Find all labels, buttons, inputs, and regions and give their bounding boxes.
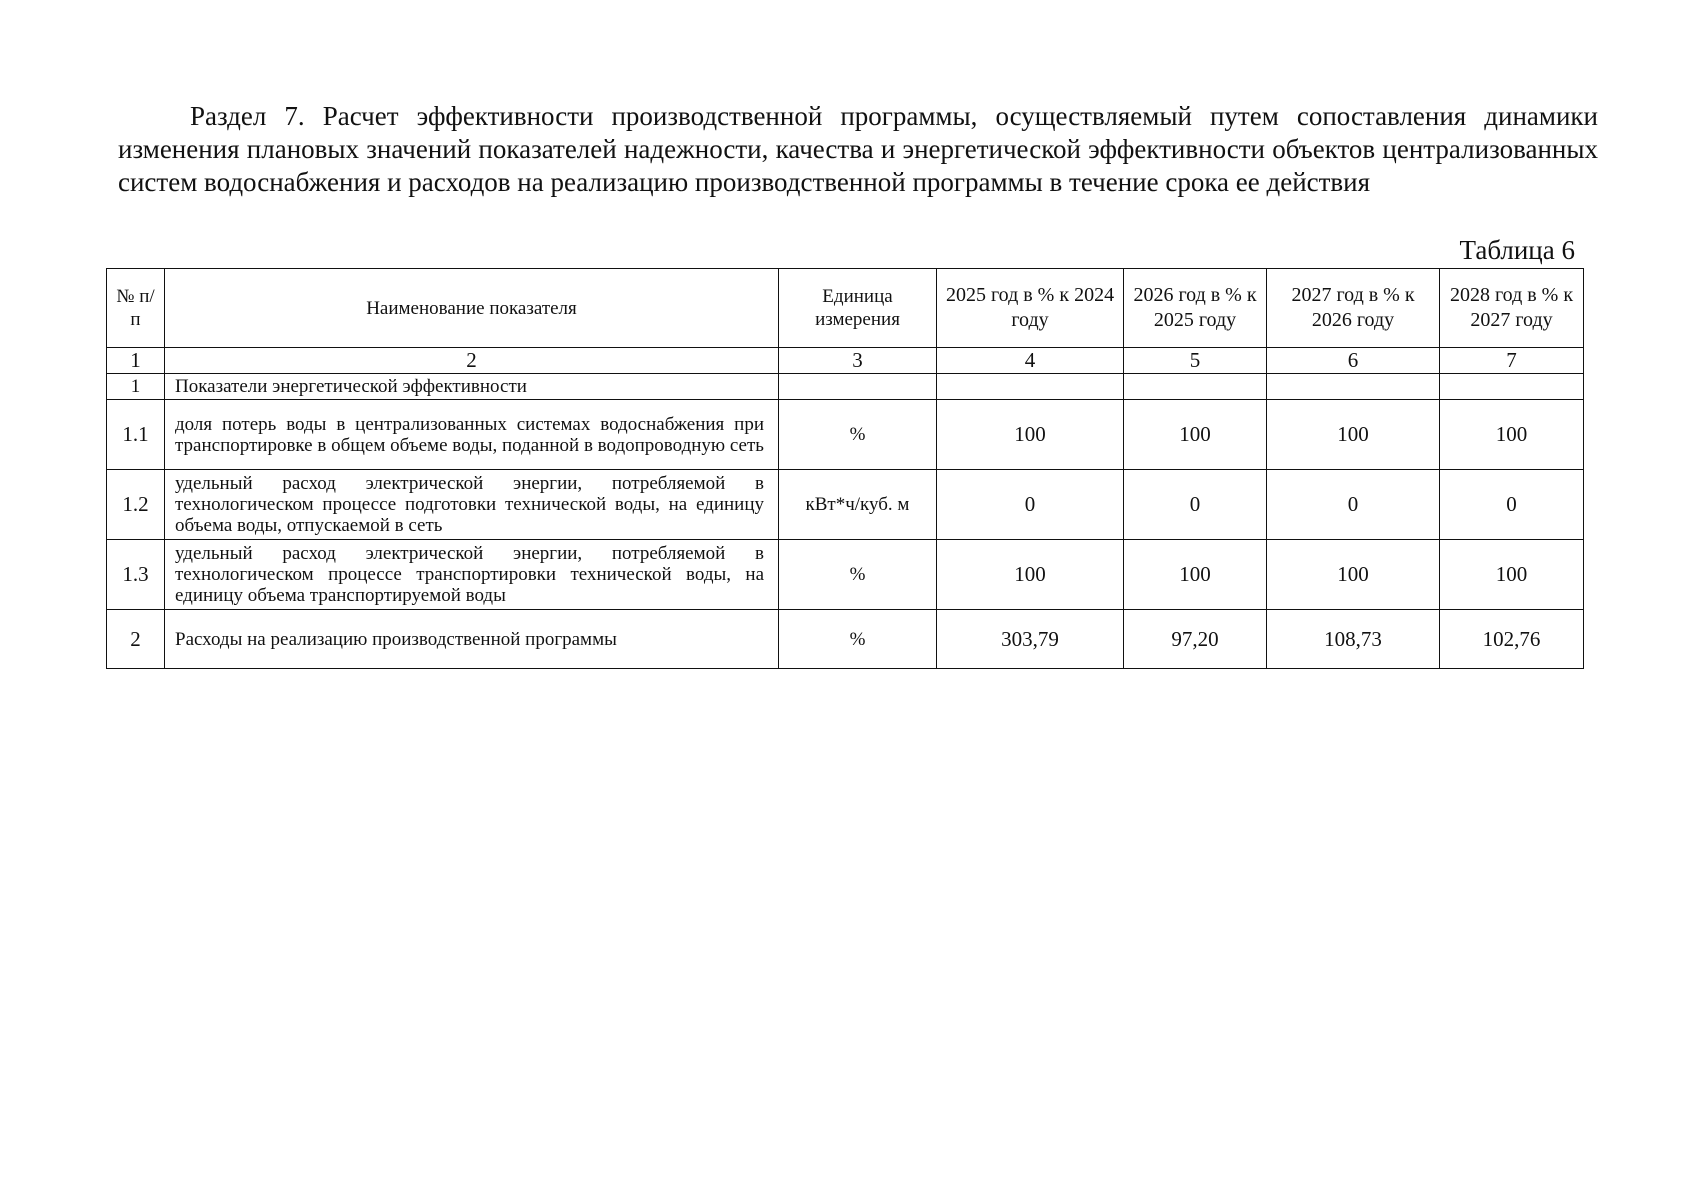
section-heading: Раздел 7. Расчет эффективности производственной программы, осуществляемый путем сопоставления динамики изменения плановых значений показателей надежности, качества и энергетической эффективности объектов централизованных систем водоснабжения и расходов на реализацию производственной программы в течение срока ее действия bbox=[118, 101, 1598, 197]
row-unit: % bbox=[779, 400, 937, 470]
row-name: доля потерь воды в централизованных системах водоснабжения при транспортировке в общем объеме воды, поданной в водопроводную сеть bbox=[165, 400, 779, 470]
row-value-2026: 97,20 bbox=[1124, 610, 1267, 669]
column-number: 1 bbox=[107, 348, 165, 374]
table-row bbox=[107, 374, 1584, 400]
header-unit: Единица измерения bbox=[779, 269, 937, 348]
row-value-2028: 100 bbox=[1440, 400, 1584, 470]
row-value-2027: 108,73 bbox=[1267, 610, 1440, 669]
row-value-2026: 100 bbox=[1124, 400, 1267, 470]
row-value-2028: 0 bbox=[1440, 470, 1584, 540]
column-number-row bbox=[107, 348, 1584, 374]
row-value-2028 bbox=[1440, 374, 1584, 400]
row-value-2027: 100 bbox=[1267, 400, 1440, 470]
header-2027: 2027 год в % к 2026 году bbox=[1267, 269, 1440, 348]
header-2026: 2026 год в % к 2025 году bbox=[1124, 269, 1267, 348]
row-value-2026 bbox=[1124, 374, 1267, 400]
row-value-2025 bbox=[937, 374, 1124, 400]
indicators-table bbox=[106, 268, 1584, 669]
row-name: удельный расход электрической энергии, потребляемой в технологическом процессе подготовки технической воды, на единицу объема воды, отпускаемой в сеть bbox=[165, 470, 779, 540]
row-num: 1.2 bbox=[107, 470, 165, 540]
row-value-2026: 0 bbox=[1124, 470, 1267, 540]
row-value-2025: 0 bbox=[937, 470, 1124, 540]
row-value-2027: 0 bbox=[1267, 470, 1440, 540]
header-name: Наименование показателя bbox=[165, 269, 779, 348]
column-number: 3 bbox=[779, 348, 937, 374]
row-unit: кВт*ч/куб. м bbox=[779, 470, 937, 540]
row-value-2028: 102,76 bbox=[1440, 610, 1584, 669]
header-row bbox=[107, 269, 1584, 348]
header-num: № п/п bbox=[107, 269, 165, 348]
table-row bbox=[107, 470, 1584, 540]
row-value-2025: 100 bbox=[937, 540, 1124, 610]
row-unit bbox=[779, 374, 937, 400]
table-row bbox=[107, 540, 1584, 610]
table-caption: Таблица 6 bbox=[1459, 235, 1575, 265]
column-number: 2 bbox=[165, 348, 779, 374]
column-number: 4 bbox=[937, 348, 1124, 374]
row-unit: % bbox=[779, 610, 937, 669]
row-value-2026: 100 bbox=[1124, 540, 1267, 610]
table-row bbox=[107, 400, 1584, 470]
row-value-2025: 303,79 bbox=[937, 610, 1124, 669]
row-unit: % bbox=[779, 540, 937, 610]
column-number: 6 bbox=[1267, 348, 1440, 374]
row-name: удельный расход электрической энергии, потребляемой в технологическом процессе транспортировки технической воды, на единицу объема транспортируемой воды bbox=[165, 540, 779, 610]
column-number: 7 bbox=[1440, 348, 1584, 374]
row-num: 1.3 bbox=[107, 540, 165, 610]
column-number: 5 bbox=[1124, 348, 1267, 374]
row-num: 2 bbox=[107, 610, 165, 669]
row-value-2027 bbox=[1267, 374, 1440, 400]
row-value-2028: 100 bbox=[1440, 540, 1584, 610]
row-name: Показатели энергетической эффективности bbox=[165, 374, 779, 400]
header-2025: 2025 год в % к 2024 году bbox=[937, 269, 1124, 348]
row-value-2027: 100 bbox=[1267, 540, 1440, 610]
row-num: 1 bbox=[107, 374, 165, 400]
row-name: Расходы на реализацию производственной программы bbox=[165, 610, 779, 669]
row-num: 1.1 bbox=[107, 400, 165, 470]
header-2028: 2028 год в % к 2027 году bbox=[1440, 269, 1584, 348]
row-value-2025: 100 bbox=[937, 400, 1124, 470]
table-row bbox=[107, 610, 1584, 669]
